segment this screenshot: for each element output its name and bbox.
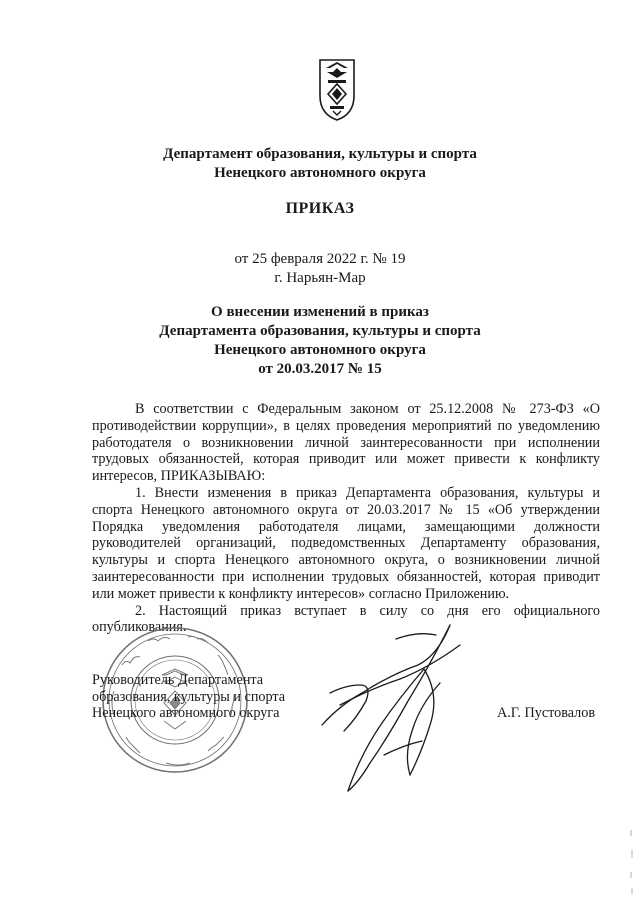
department-heading (0, 145, 640, 183)
body-item-1: 1. Внести изменения в приказ Департамента образования, культуры и спорта Ненецкого автономного округа от 20.03.2017 № 15 «Об утверждении Порядка уведомления работодателя лицами, замещающими должности руководителей организаций, подведомственных Департаменту образования, культуры и спорта Ненецкого автономного округа, о возникновении личной заинтересованности при исполнении трудовых обязанностей, которая приводит или может привести к конфликту интересов» согласно Приложению. (92, 484, 600, 602)
handwritten-signature-icon (300, 605, 480, 805)
subject-line-4: от 20.03.2017 № 15 (258, 361, 382, 377)
subject-line-3: Ненецкого автономного округа (214, 342, 426, 358)
subject-line-1: О внесении изменений в приказ (211, 304, 429, 320)
signature-position-line-2: образования, культуры и спорта (92, 688, 286, 705)
nenets-coat-of-arms-icon (318, 58, 356, 122)
signature-position-line-3: Ненецкого автономного округа (92, 705, 280, 721)
body-preamble: В соответствии с Федеральным законом от 25.12.2008 № 273-ФЗ «О противодействии коррупции», в целях проведения мероприятий по уведомлению работодателя о возникновении личной заинтересованности при исполнении трудовых обязанностей, которая приводит или может привести к конфликту интересов, ПРИКАЗЫВАЮ: (92, 401, 600, 485)
document-body (92, 401, 600, 636)
department-line-2: Ненецкого автономного округа (214, 165, 426, 181)
document-date-number: от 25 февраля 2022 г. № 19 (234, 251, 406, 267)
document-type: ПРИКАЗ (285, 200, 355, 217)
body-item-2: 2. Настоящий приказ вступает в силу со дня его официального опубликования. (92, 602, 600, 636)
scan-edge-marks (628, 828, 636, 898)
subject-line-2: Департамента образования, культуры и спорта (159, 323, 481, 339)
document-date-block (0, 250, 640, 288)
document-place: г. Нарьян-Мар (274, 270, 366, 286)
signer-name: А.Г. Пустовалов (497, 705, 596, 721)
signature-position (92, 672, 285, 722)
signature-position-line-1: Руководитель Департамента (92, 672, 264, 688)
department-line-1: Департамент образования, культуры и спорта (163, 146, 477, 162)
document-subject (0, 303, 640, 379)
